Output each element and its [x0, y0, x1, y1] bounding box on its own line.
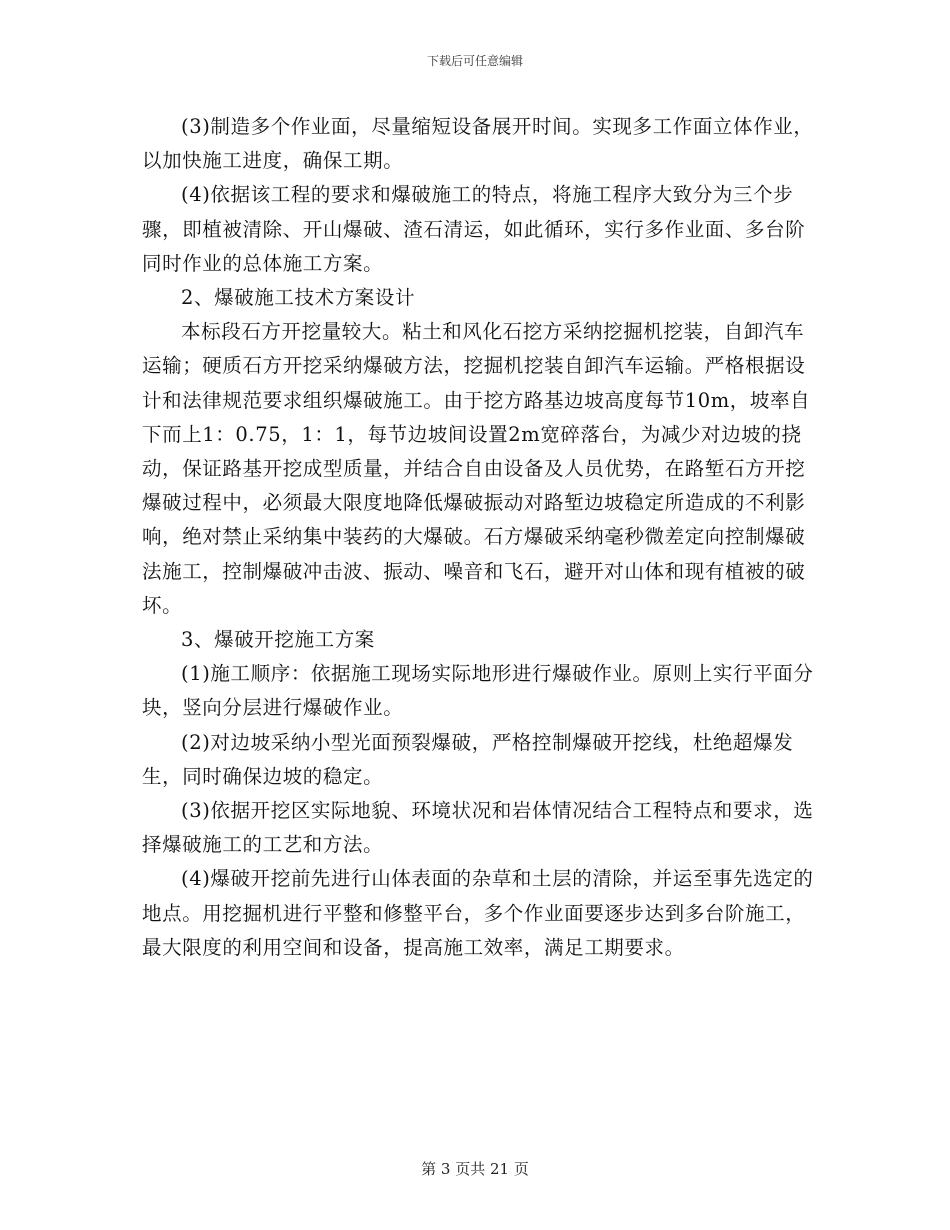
document-body — [142, 110, 822, 965]
paragraph-blasting-design: 本标段石方开挖量较大。粘土和风化石挖方采纳挖掘机挖装，自卸汽车运输；硬质石方开挖采纳爆破方法，挖掘机挖装自卸汽车运输。严格根据设计和法律规范要求组织爆破施工。由于挖方路基边坡高度每节10m，坡率自下而上1：0.75，1：1，每节边坡间设置2m宽碎落台，为减少对边坡的挠动，保证路基开挖成型质量，并结合自由设备及人员优势，在路堑石方开挖爆破过程中，必须最大限度地降低爆破振动对路堑边坡稳定所造成的不利影响，绝对禁止采纳集中装药的大爆破。石方爆破采纳毫秒微差定向控制爆破法施工，控制爆破冲击波、振动、噪音和飞石，避开对山体和现有植被的破坏。 — [142, 320, 811, 617]
section-heading-2: 2、爆破施工技术方案设计 — [181, 286, 416, 310]
paragraph-surface-clearing: (4)爆破开挖前先进行山体表面的杂草和土层的清除，并运至事先选定的地点。用挖掘机进行平整和修整平台，多个作业面要逐步达到多台阶施工，最大限度的利用空间和设备，提高施工效率，满足工期要求。 — [142, 867, 814, 959]
paragraph-item-3: (3)制造多个作业面，尽量缩短设备展开时间。实现多工作面立体作业，以加快施工进度，确保工期。 — [142, 115, 814, 173]
paragraph-slope-blasting: (2)对边坡采纳小型光面预裂爆破，严格控制爆破开挖线，杜绝超爆发生，同时确保边坡的稳定。 — [142, 730, 794, 788]
page-footer: 第 3 页共 21 页 — [421, 1160, 529, 1178]
paragraph-item-4: (4)依据该工程的要求和爆破施工的特点，将施工程序大致分为三个步骤，即植被清除、开山爆破、渣石清运，如此循环，实行多作业面、多台阶同时作业的总体施工方案。 — [142, 183, 806, 275]
paragraph-construction-order: (1)施工顺序：依据施工现场实际地形进行爆破作业。原则上实行平面分块，竖向分层进行爆破作业。 — [142, 662, 814, 720]
section-heading-3: 3、爆破开挖施工方案 — [181, 628, 375, 652]
page-header: 下载后可任意编辑 — [426, 54, 523, 68]
paragraph-method-selection: (3)依据开挖区实际地貌、环境状况和岩体情况结合工程特点和要求，选择爆破施工的工艺和方法。 — [142, 799, 814, 857]
